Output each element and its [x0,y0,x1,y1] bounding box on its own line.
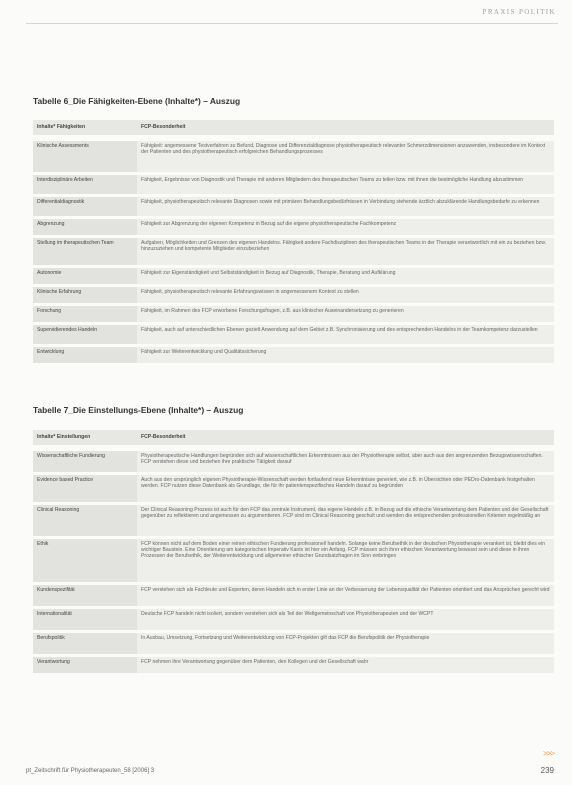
table-6-col-desc: FCP-Besonderheit [137,120,554,135]
table-row [33,504,554,538]
row-description: Der Clinical Reasoning Prozess ist auch für den FCP das zentrale Instrument, das eigene Handeln z.B. in Bezug auf die ethische Verantwortung dem Patienten und der Gesellschaft gegenüber zu reflektieren und angemessen zu argumentieren. FCP sind im Clinical Reasoning geschult und wenden die entsprechenden professionellen Kriterien regelmäßig an [137,504,554,538]
row-label: Differentialdiagnostik [33,196,137,218]
row-label: Abgrenzung [33,218,137,237]
table-row [33,174,554,196]
table-7-header [33,430,554,445]
table-7-col-desc: FCP-Besonderheit [137,430,554,445]
row-label: Klinische Erfahrung [33,286,137,305]
row-label: Ethik [33,538,137,584]
row-label: Internationalität [33,608,137,632]
table-row [33,474,554,504]
row-label: Clinical Reasoning [33,504,137,538]
row-description: Fähigkeit zur Weiterentwicklung und Qualitätssicherung [137,346,554,365]
row-description: Fähigkeit, physiotherapeutisch relevante Diagnosen sowie mit primären Behandlungsbedürfnissen in Verbindung stehende ärztlich abzuklärende Handlungsbedarfe zu erkennen [137,196,554,218]
table-row [33,632,554,656]
row-description: Fähigkeit, im Rahmen des FCP erworbene Forschungsfragen, z.B. aus klinischer Auseinandersetzung zu generieren [137,305,554,324]
table-6-col-label: Inhalte* Fähigkeiten [33,120,137,135]
row-description: Physiotherapeutische Handlungen begründen sich auf wissenschaftlichen Erkenntnissen aus der Physiotherapie selbst, aber auch aus den angrenzenden Bezugswissenschaften. FCP verstehen diese und beziehen ihre praktische Tätigkeit darauf [137,451,554,474]
row-label: Forschung [33,305,137,324]
table-row [33,608,554,632]
row-label: Klinische Assessments [33,141,137,174]
row-label: Autonomie [33,267,137,286]
row-label: Supervidierendes Handeln [33,324,137,346]
table-row [33,324,554,346]
table-6-title: Tabelle 6_Die Fähigkeiten-Ebene (Inhalte*) – Auszug [33,96,241,106]
row-label: Berufspolitik [33,632,137,656]
row-label: Interdisziplinäre Arbeiten [33,174,137,196]
table-6-header [33,120,554,135]
row-description: FCP können nicht auf dem Boden einer reinen ethischen Fundierung professionell handeln. Solange keine Berufsethik in der deutschen Physiotherapie verankert ist, bleibt dies ein wichtiger Baustein. Eine Orientierung am kategorischen Imperativ Kants ist hier ein Anfang. FCP müssen sich ihrer ethischen Verantwortung bewusst sein und diese in ihren Prozessen der Berufsethik, der Weiterentwicklung und allgemeiner ethischer Grundsatzfragen im Sinn einbringen [137,538,554,584]
table-row [33,141,554,174]
row-description: In Ausbau, Umsetzung, Fortsetzung und Weiterentwicklung von FCP-Projekten gilt das FCP die Berufspolitik der Physiotherapie [137,632,554,656]
table-row [33,267,554,286]
table-row [33,196,554,218]
table-6 [33,120,554,366]
page-number: 239 [540,766,554,775]
row-description: FCP verstehen sich als Fachleute und Experten, deren Handeln sich in erster Linie an der Verbesserung der Lebensqualität der Patienten orientiert und das Ansprüchen gerecht wird [137,584,554,608]
table-row [33,538,554,584]
table-row [33,451,554,474]
header-rule [26,23,558,24]
table-7-title: Tabelle 7_Die Einstellungs-Ebene (Inhalte*) – Auszug [33,405,244,415]
row-label: Wissenschaftliche Fundierung [33,451,137,474]
row-description: Fähigkeit zur Eigenständigkeit und Selbstständigkeit in Bezug auf Diagnostik, Therapie, Beratung und Aufklärung [137,267,554,286]
journal-footer: pt_Zeitschrift für Physiotherapeuten_58 [2006] 3 [26,768,155,774]
table-row [33,286,554,305]
table-row [33,584,554,608]
row-description: Auch aus den ursprünglich eigenen Physiotherapie-Wissenschaft werden fortlaufend neue Erkenntnisse generiert, wie z.B. in Übersichten oder PEDro-Datenbank festgehalten werden. FCP nutzen diese Datenbank als Grundlage, die für ihr patientenspezifisches Handeln darauf zu begründen [137,474,554,504]
table-7 [33,430,554,676]
row-description: Fähigkeit zur Abgrenzung der eigenen Kompetenz in Bezug auf die eigene physiotherapeutische Fachkompetenz [137,218,554,237]
table-7-col-label: Inhalte* Einstellungen [33,430,137,445]
section-label: PRAXIS POLITIK [482,8,556,16]
row-label: Stellung im therapeutischen Team [33,237,137,267]
row-label: Entwicklung [33,346,137,365]
row-label: Evidence based Practice [33,474,137,504]
table-row [33,237,554,267]
row-description: Deutsche FCP handeln nicht isoliert, sondern verstehen sich als Teil der Weltgemeinschaft von Physiotherapeuten und der WCPT [137,608,554,632]
row-description: FCP nehmen ihre Verantwortung gegenüber dem Patienten, den Kollegen und der Gesellschaft wahr [137,656,554,675]
table-row [33,656,554,675]
row-description: Fähigkeit: angemessene Testverfahren zu Befund, Diagnose und Differenzialdiagnose physiotherapeutisch relevanter Schmerzdimensionen anzuwenden, insbesondere im Kontext der Patienten und des physiotherapeutisch erfolgreichen Behandlungsprozesses [137,141,554,174]
table-row [33,305,554,324]
row-description: Fähigkeit, physiotherapeutisch relevante Erfahrungswissen in angemessenem Kontext zu stellen [137,286,554,305]
row-label: Verantwortung [33,656,137,675]
row-label: Kundenspezifität [33,584,137,608]
table-row [33,218,554,237]
row-description: Fähigkeit, auch auf unterschiedlichen Ebenen gezielt Anwendung auf dem Gebiet z.B. Synchronisierung und des entsprechenden Handelns in der Teamkompetenz darzustellen [137,324,554,346]
continue-arrows: >>> [542,749,554,758]
row-description: Fähigkeit, Ergebnisse von Diagnostik und Therapie mit anderen Mitgliedern des therapeutischen Teams zu teilen bzw. mit ihnen die bestmögliche Handlung abzustimmen [137,174,554,196]
row-description: Aufgaben, Möglichkeiten und Grenzen des eigenen Handelns. Fähigkeit andere Fachdisziplinen des therapeutischen Teams in der Therapie verantwortlich mit ein zu beziehen bzw. hinzuzuziehen und kompetente Mitglieder einzubeziehen [137,237,554,267]
table-row [33,346,554,365]
